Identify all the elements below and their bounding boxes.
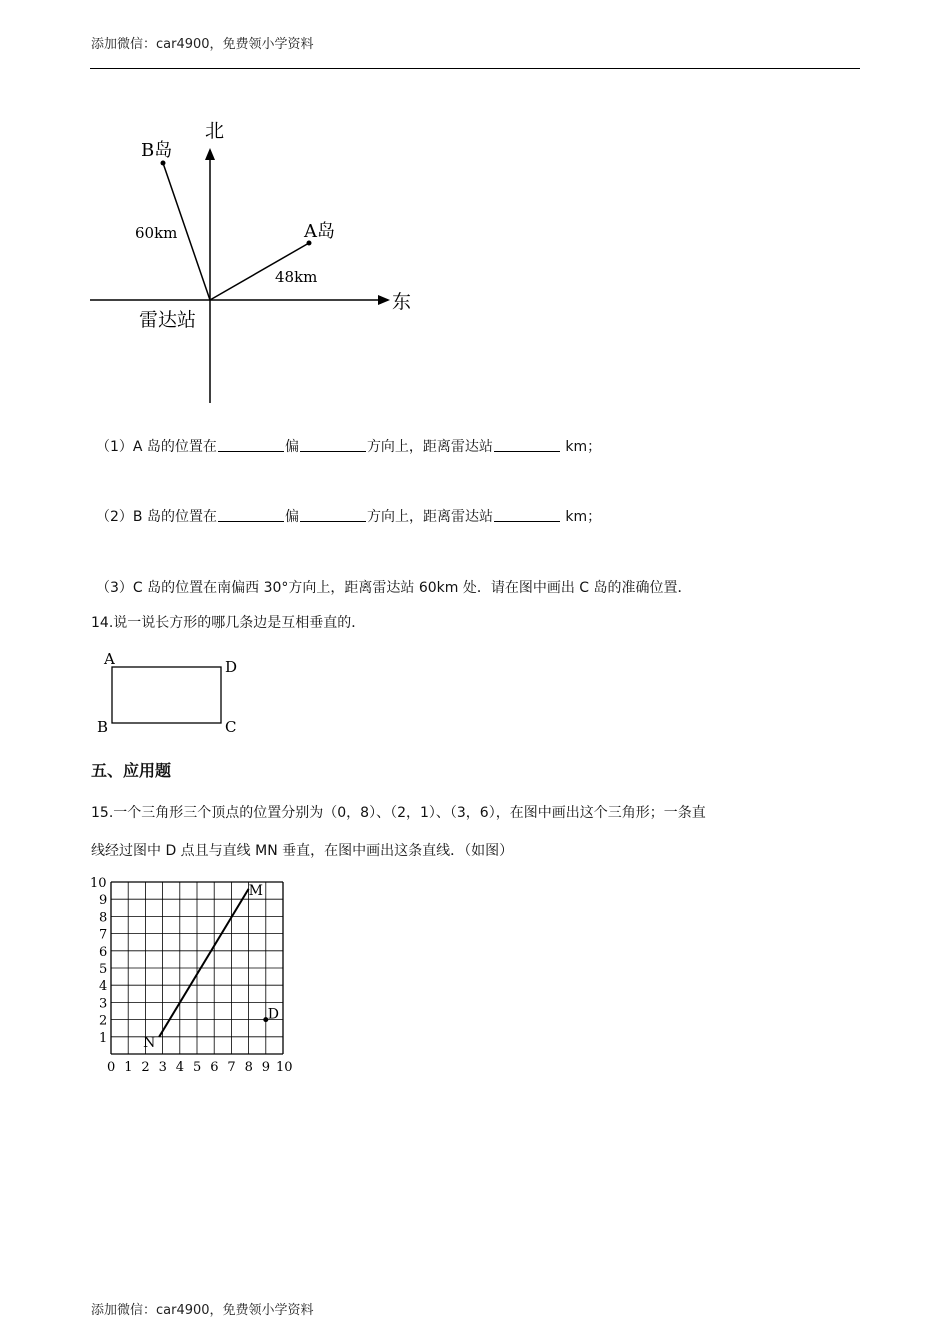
footer-text: 添加微信：car4900，免费领小学资料 [91, 1303, 314, 1318]
q14-text: 14.说一说长方形的哪几条边是互相垂直的． [91, 615, 366, 631]
rectangle-abcd [112, 667, 221, 723]
x-tick-labels [107, 1060, 293, 1075]
x-tick-label: 3 [158, 1060, 167, 1075]
x-tick-label: 6 [210, 1060, 219, 1075]
y-tick-labels [90, 876, 107, 1046]
x-tick-label: 9 [261, 1060, 271, 1075]
label-d: D [225, 658, 238, 676]
y-tick-label: 2 [99, 1013, 108, 1029]
answer-blank[interactable] [218, 507, 284, 522]
q13-part1 [96, 437, 601, 457]
answer-blank[interactable] [218, 437, 284, 452]
label-d-grid: D [267, 1006, 280, 1023]
y-tick-label: 5 [99, 962, 108, 977]
x-tick-label: 7 [227, 1060, 236, 1075]
answer-blank[interactable] [494, 437, 560, 452]
line-mn [159, 889, 248, 1037]
x-tick-label: 1 [124, 1060, 133, 1075]
label-b: B [97, 718, 109, 736]
x-tick-label: 2 [141, 1060, 150, 1075]
header-rule [90, 68, 860, 69]
north-label: 北 [205, 120, 225, 142]
radar-diagram [85, 110, 425, 410]
q13-part3: （3）C 岛的位置在南偏西 30°方向上，距离雷达站 60km 处．请在图中画出 C 岛的准确位置． [96, 580, 692, 596]
q13-part1-unit: km； [565, 439, 602, 455]
q13-part2-unit: km； [565, 509, 602, 525]
y-tick-label: 8 [99, 910, 108, 926]
point-b [161, 161, 166, 166]
q13-part2-prefix: （2）B 岛的位置在 [96, 509, 217, 525]
y-tick-label: 4 [99, 979, 108, 995]
y-tick-label: 1 [99, 1030, 108, 1046]
y-tick-label: 6 [99, 944, 108, 960]
q13-part1-mid2: 方向上，距离雷达站 [366, 439, 493, 455]
rectangle-figure [92, 648, 252, 740]
y-tick-label: 7 [99, 927, 108, 943]
section-title: 五、应用题 [91, 761, 172, 780]
q13-part2-mid1: 偏 [284, 509, 299, 525]
a-island-label: A岛 [304, 221, 335, 242]
x-tick-label: 5 [193, 1060, 202, 1075]
station-label: 雷达站 [139, 309, 197, 331]
label-n: N [143, 1034, 156, 1051]
q13-part1-prefix: （1）A 岛的位置在 [96, 439, 217, 455]
label-c: C [225, 718, 237, 736]
grid-lines [111, 882, 283, 1054]
q13-part2-mid2: 方向上，距离雷达站 [366, 509, 493, 525]
x-tick-label: 0 [107, 1060, 116, 1075]
label-m: M [248, 882, 263, 899]
q13-part2 [96, 507, 601, 527]
header-text: 添加微信：car4900，免费领小学资料 [91, 37, 314, 52]
x-tick-label: 10 [276, 1060, 293, 1075]
y-tick-label: 10 [90, 876, 107, 891]
x-tick-label: 8 [244, 1060, 253, 1075]
y-tick-label: 3 [99, 996, 108, 1012]
label-a: A [104, 650, 115, 668]
x-tick-label: 4 [175, 1060, 185, 1075]
y-tick-label: 9 [99, 893, 108, 909]
b-island-label: B岛 [141, 140, 173, 161]
b-distance-label: 60km [135, 224, 178, 242]
answer-blank[interactable] [494, 507, 560, 522]
q15-line2: 线经过图中 D 点且与直线 MN 垂直，在图中画出这条直线．（如图） [91, 843, 514, 859]
answer-blank[interactable] [300, 437, 366, 452]
answer-blank[interactable] [300, 507, 366, 522]
a-distance-label: 48km [275, 268, 318, 286]
q15-line1: 15.一个三角形三个顶点的位置分别为（0，8）、（2，1）、（3，6），在图中画出这个三角形；一条直 [91, 805, 706, 821]
q13-part1-mid1: 偏 [284, 439, 299, 455]
coordinate-grid [85, 868, 305, 1078]
east-label: 东 [392, 291, 412, 313]
